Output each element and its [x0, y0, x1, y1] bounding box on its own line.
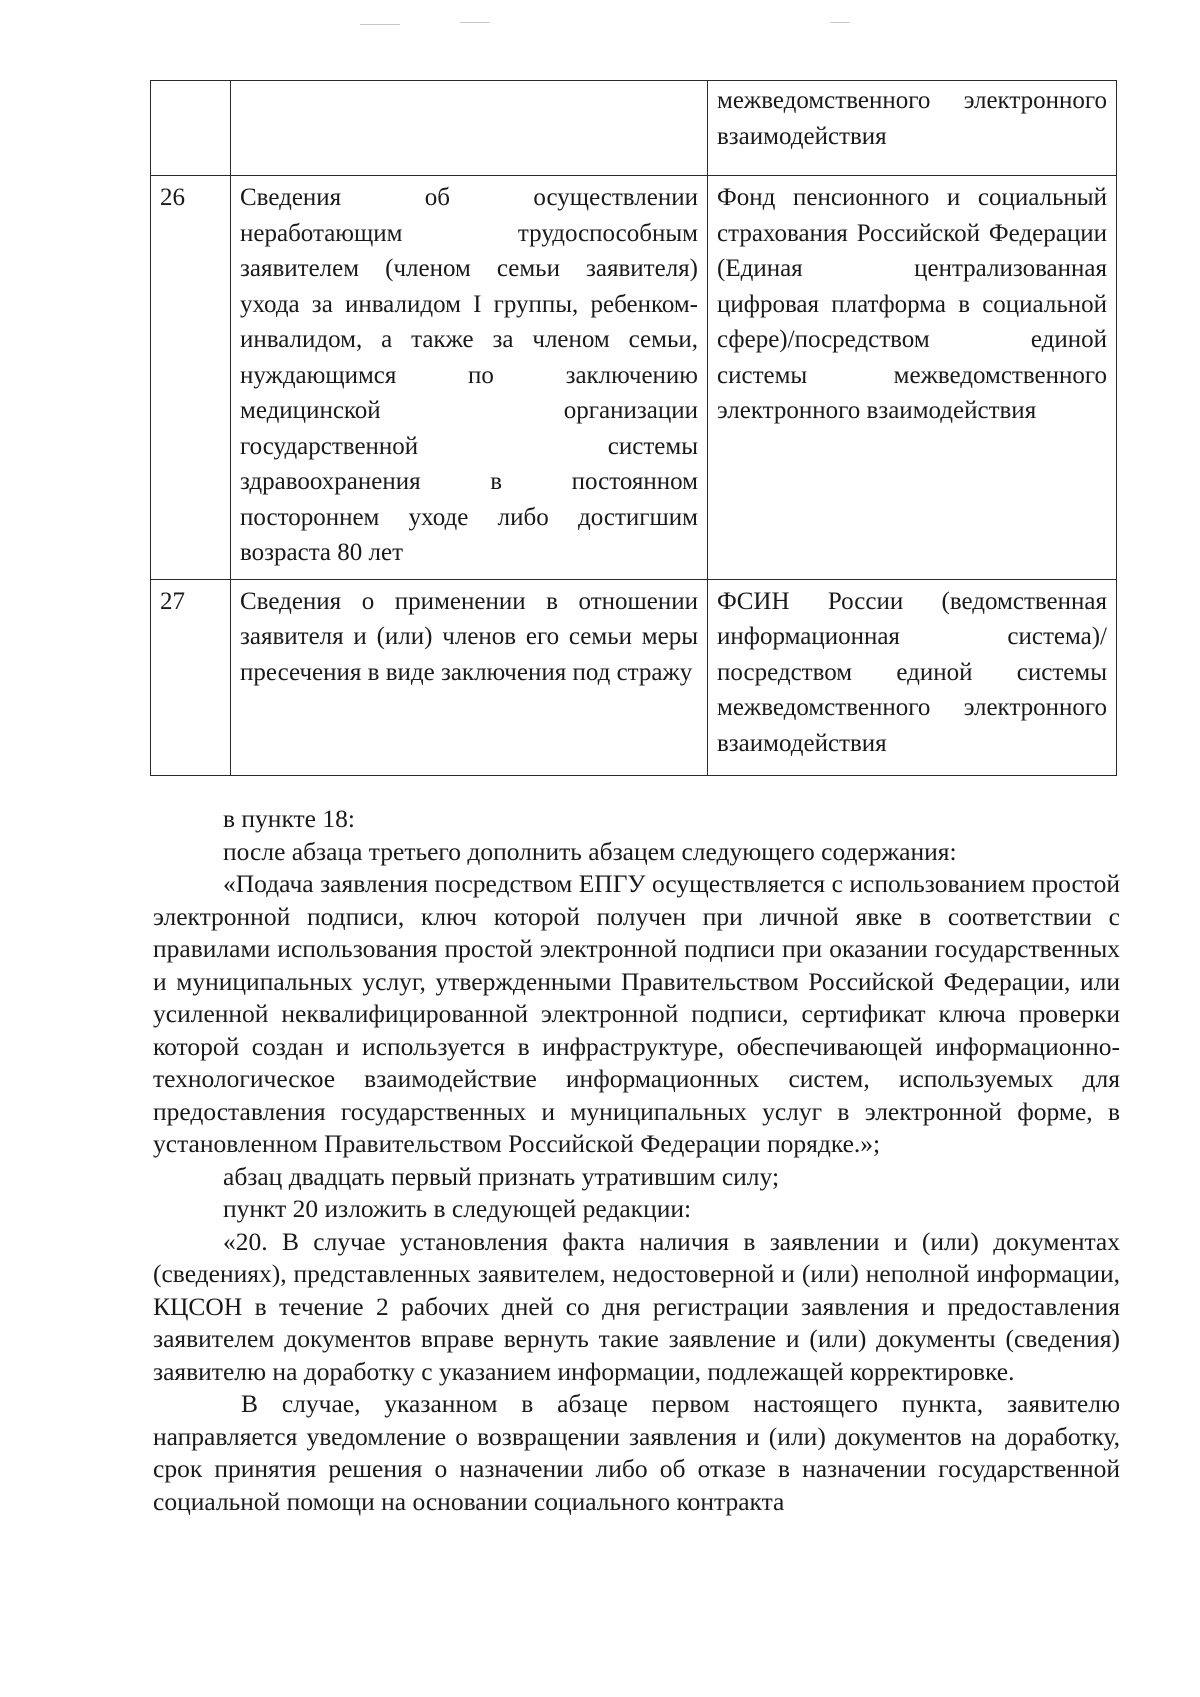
table-row [151, 81, 1117, 176]
row-source: Фонд пенсионного и социальный страхования Российской Федерации (Единая централизованная цифровая платформа в социальной сфере)/посредством единой системы межведомственного электронного взаимодействия [708, 176, 1117, 580]
row-number: 26 [151, 176, 231, 580]
row-source: межведомственного электронного взаимодействия [708, 81, 1117, 176]
row-description: Сведения о применении в отношении заявителя и (или) членов его семьи меры пресечения в виде заключения под стражу [231, 579, 708, 775]
table-row [151, 176, 1117, 580]
document-body [153, 803, 1120, 1518]
scan-speck [460, 22, 490, 23]
paragraph: «20. В случае установления факта наличия в заявлении и (или) документах (сведениях), представленных заявителем, недостоверной и (или) неполной информации, КЦСОН в течение 2 рабочих дней со дня регистрации заявления и предоставления заявителем документов вправе вернуть такие заявление и (или) документы (сведения) заявителю на доработку с указанием информации, подлежащей корректировке. [153, 1226, 1120, 1386]
table-row [151, 579, 1117, 775]
paragraph: абзац двадцать первый признать утратившим силу; [223, 1161, 780, 1191]
row-number: 27 [151, 579, 231, 775]
scan-speck [360, 24, 400, 25]
info-sources-table [150, 80, 1117, 776]
paragraph: пункт 20 изложить в следующей редакции: [223, 1194, 692, 1223]
paragraph: «Подача заявления посредством ЕПГУ осуществляется с использованием простой электронной подписи, ключ которой получен при личной явке в соответствии с правилами использования простой электронной подписи при оказании государственных и муниципальных услуг, утвержденными Правительством Российской Федерации, или усиленной неквалифицированной электронной подписи, сертификат ключа проверки которой создан и используется в инфраструктуре, обеспечивающей информационно-технологическое взаимодействие информационных систем, используемых для предоставления государственных и муниципальных услуг в электронной форме, в установленном Правительством Российской Федерации порядке.»; [153, 869, 1120, 1158]
row-source: ФСИН России (ведомственная информационная система)/посредством единой системы межведомственного электронного взаимодействия [708, 579, 1117, 775]
paragraph: после абзаца третьего дополнить абзацем следующего содержания: [223, 836, 957, 866]
paragraph: в пункте 18: [223, 804, 355, 833]
row-number [151, 81, 231, 176]
scan-speck [830, 22, 850, 23]
paragraph: В случае, указанном в абзаце первом настоящего пункта, заявителю направляется уведомление о возвращении заявления и (или) документов на доработку, срок принятия решения о назначении либо об отказе в назначении государственной социальной помощи на основании социального контракта [153, 1389, 1120, 1516]
row-description [231, 81, 708, 176]
row-description: Сведения об осуществлении неработающим трудоспособным заявителем (членом семьи заявителя) ухода за инвалидом I группы, ребенком-инвалидом, а также за членом семьи, нуждающимся по заключению медицинской организации государственной системы здравоохранения в постоянном постороннем уходе либо достигшим возраста 80 лет [231, 176, 708, 580]
